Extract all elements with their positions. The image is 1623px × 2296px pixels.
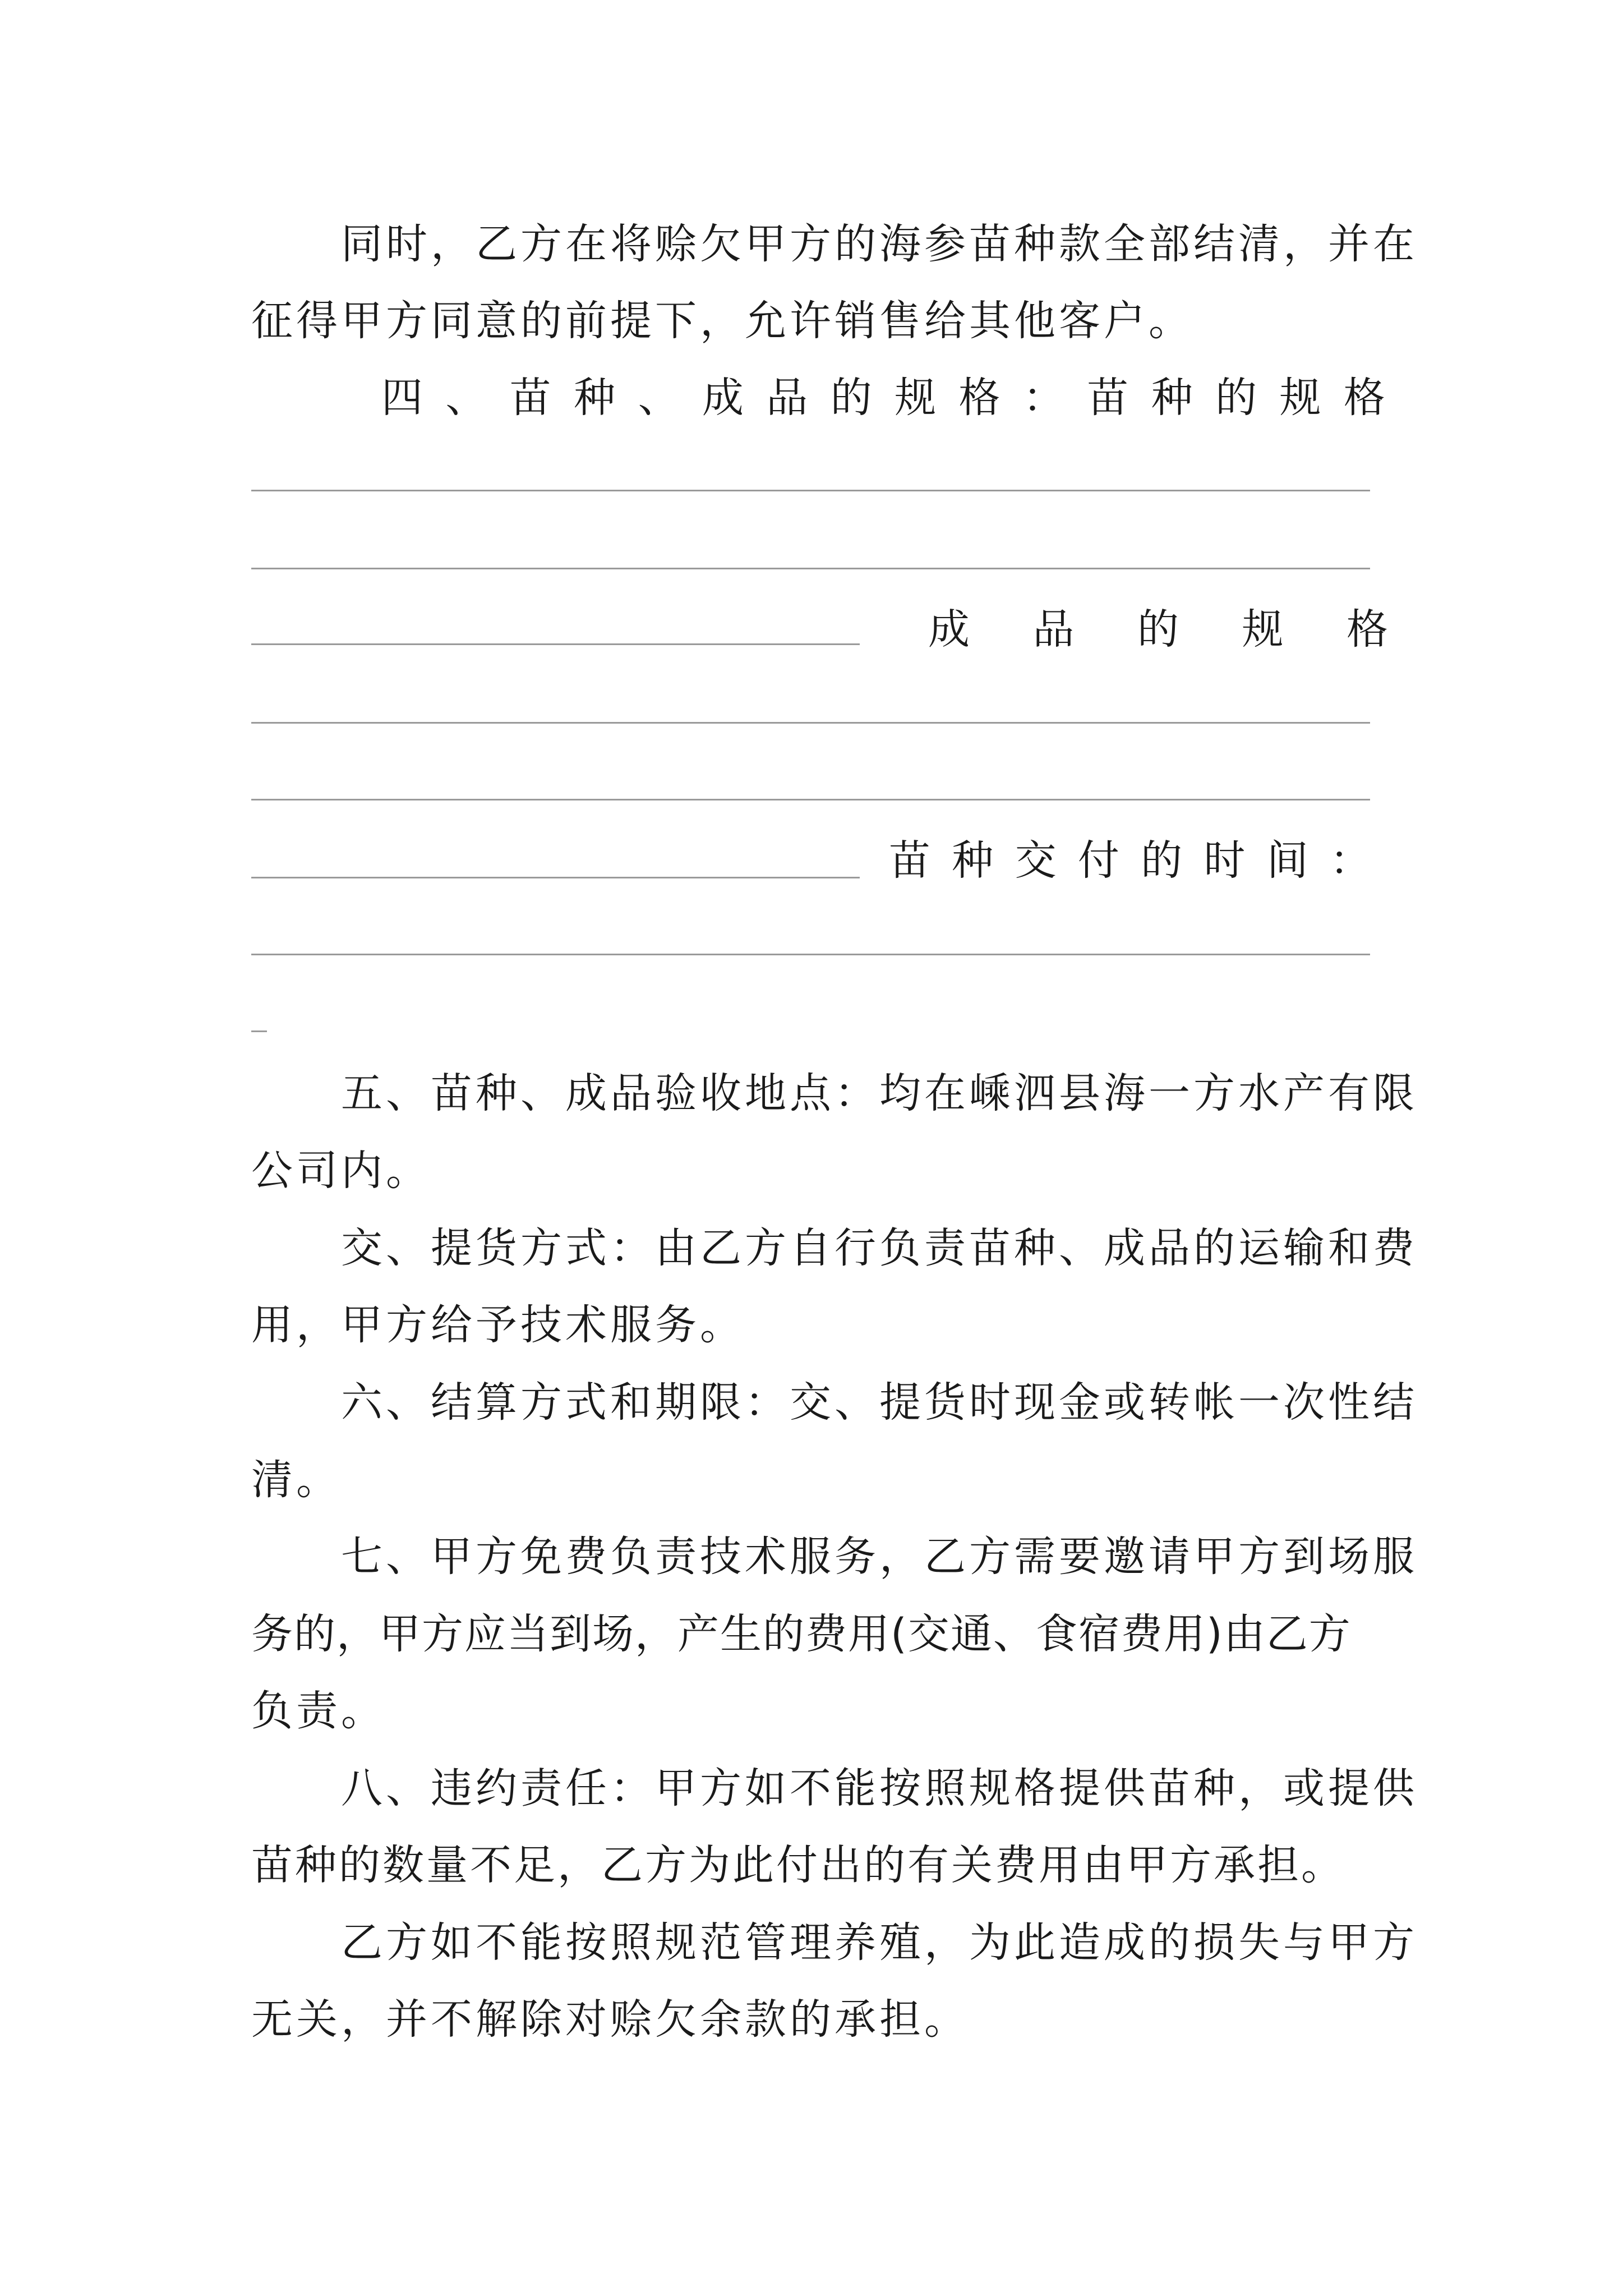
delivery-time-label-char: 的	[1141, 836, 1183, 885]
section8-line1: 八、违约责任：甲方如不能按照规格提供苗种，或提供	[341, 1764, 1418, 1812]
section8-line2: 苗种的数量不足，乙方为此付出的有关费用由甲方承担。	[251, 1841, 1345, 1889]
section7-line1: 七、甲方免费负责技术服务，乙方需要邀请甲方到场服	[341, 1533, 1418, 1581]
section4-heading-char: 品	[766, 374, 808, 422]
finished-spec-label	[928, 605, 1388, 654]
section6-line2: 清。	[251, 1456, 341, 1504]
section8b-line2: 无关，并不解除对赊欠余款的承担。	[251, 1995, 969, 2044]
section4-heading-char: 规	[895, 374, 937, 422]
section4-heading-char: 的	[1215, 374, 1257, 422]
section4-heading-char: ：	[1022, 374, 1064, 422]
delivery-time-label-char: 苗	[889, 836, 930, 885]
section4-heading-char: 苗	[509, 374, 551, 422]
section5-line1: 五、苗种、成品验收地点：均在嵊泗县海一方水产有限	[341, 1069, 1418, 1117]
finished-spec-label-char: 格	[1347, 605, 1388, 654]
delivery-time-label-char: 时	[1204, 836, 1246, 885]
section4-heading	[381, 374, 1385, 422]
para1-line2: 征得甲方同意的前提下，允许销售给其他客户。	[251, 297, 1193, 345]
delivery-time-label-char: 交	[1015, 836, 1057, 885]
blank-line-stub	[251, 1030, 267, 1032]
section8b-line1: 乙方如不能按照规范管理养殖，为此造成的损失与甲方	[341, 1918, 1418, 1967]
finished-spec-label-char: 成	[928, 605, 970, 654]
section4-heading-char: 、	[445, 374, 487, 422]
section4-heading-char: 苗	[1087, 374, 1129, 422]
blank-line	[251, 643, 860, 645]
pickup-line1: 交、提货方式：由乙方自行负责苗种、成品的运输和费	[341, 1224, 1418, 1272]
section4-heading-char: 的	[830, 374, 872, 422]
section4-heading-char: 格	[958, 374, 1000, 422]
section4-heading-char: 种	[574, 374, 616, 422]
blank-line	[251, 877, 860, 878]
finished-spec-label-char: 规	[1242, 605, 1284, 654]
delivery-time-label-char: 间	[1266, 836, 1308, 885]
section4-heading-char: 四	[381, 374, 423, 422]
blank-line	[251, 799, 1370, 800]
section5-line2: 公司内。	[251, 1147, 431, 1195]
finished-spec-label-char: 的	[1137, 605, 1179, 654]
section4-heading-char: 种	[1151, 374, 1193, 422]
section7-line2: 务的，甲方应当到场，产生的费用(交通、食宿费用)由乙方	[251, 1610, 1352, 1658]
section4-heading-char: 成	[702, 374, 744, 422]
delivery-time-label	[889, 836, 1371, 885]
section4-heading-char: 、	[638, 374, 680, 422]
finished-spec-label-char: 品	[1032, 605, 1075, 654]
blank-line	[251, 568, 1370, 569]
delivery-time-label-char: ：	[1329, 836, 1371, 885]
section7-line3: 负责。	[251, 1687, 386, 1735]
pickup-line2: 用，甲方给予技术服务。	[251, 1301, 745, 1349]
para1-line1: 同时，乙方在将赊欠甲方的海参苗种款全部结清，并在	[341, 220, 1418, 268]
section4-heading-char: 规	[1279, 374, 1321, 422]
blank-line	[251, 490, 1370, 491]
blank-line	[251, 722, 1370, 724]
delivery-time-label-char: 种	[952, 836, 994, 885]
delivery-time-label-char: 付	[1077, 836, 1119, 885]
section6-line1: 六、结算方式和期限：交、提货时现金或转帐一次性结	[341, 1378, 1418, 1427]
section4-heading-char: 格	[1343, 374, 1385, 422]
blank-line	[251, 954, 1370, 955]
